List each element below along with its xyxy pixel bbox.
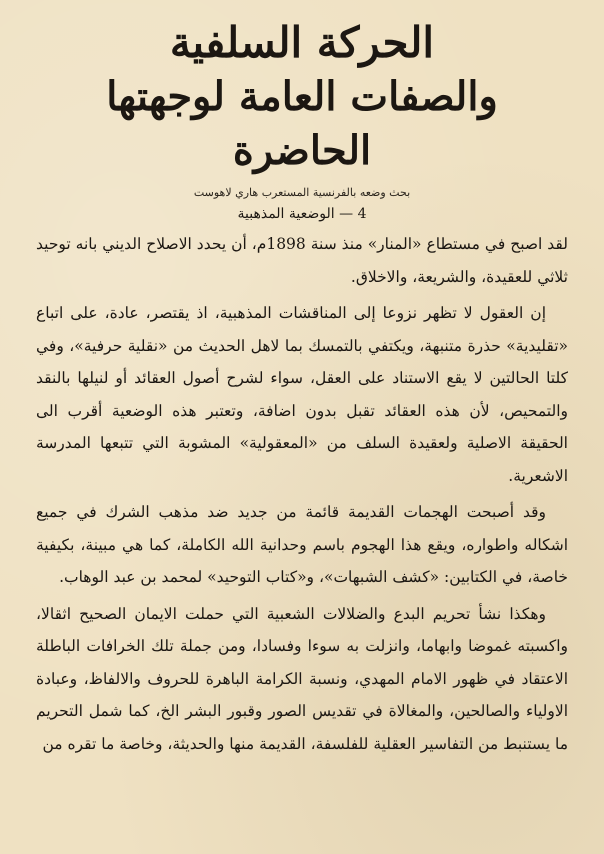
paragraph-2: إن العقول لا تظهر نزوعا إلى المناقشات المذهبية، اذ يقتصر، عادة، على اتباع «تقليدية» حذرة متنبهة، ويكتفي بالتمسك بما لاهل الحديث من «نقلية حرفية»، وفي كلتا الحالتين لا يقع الاستناد على العقل، سواء لشرح أصول العقائد أو لنيلها بالنقد والتمحيص، لأن هذه العقائد تقبل بدون اضافة، وتعتبر هذه الوضعية أقرب الى الحقيقة الاصلية ولعقيدة السلف من «المعقولية» المشوبة التي تتبعها المدرسة الاشعرية. (36, 304, 568, 485)
article-title-line-1: الحركة السلفية (169, 18, 435, 67)
article-body (36, 228, 568, 760)
paragraph-4: وهكذا نشأ تحريم البدع والضلالات الشعبية التي حملت الايمان الصحيح اثقالا، واكسبته غموضا وابهاما، وانزلت به سوءا وفسادا، ومن جملة تلك الخرافات الباطلة الاعتقاد في ظهور الامام المهدي، ونسبة الكرامة الباهرة للحروف والالفاظ، وعبادة الاولياء والصالحين، والمغالاة في تقديس الصور وقبور البشر الخ، كما شمل التحريم ما يستنبط من التفاسير العقلية للفلسفة، القديمة منها والحديثة، وخاصة ما تقره من (36, 604, 568, 753)
paragraph-1: لقد اصبح في مستطاع «المنار» منذ سنة 1898م، أن يحدد الاصلاح الديني بانه توحيد ثلاثي للعقيدة، والشريعة، والاخلاق. (36, 235, 568, 286)
author-byline: بحث وضعه بالفرنسية المستعرب هاري لاهوست (193, 186, 411, 199)
paragraph-3: وقد أصبحت الهجمات القديمة قائمة من جديد ضد مذهب الشرك في جميع اشكاله واطواره، ويقع هذا الهجوم باسم وحدانية الله الكاملة، كما هي مبينة، بكيفية خاصة، في الكتابين: «كشف الشبهات»، و«كتاب التوحيد» لمحمد بن عبد الوهاب. (36, 503, 568, 586)
article-title-line-2: والصفات العامة لوجهتها الحاضرة (106, 73, 498, 174)
section-heading: 4 — الوضعية المذهبية (237, 206, 367, 222)
